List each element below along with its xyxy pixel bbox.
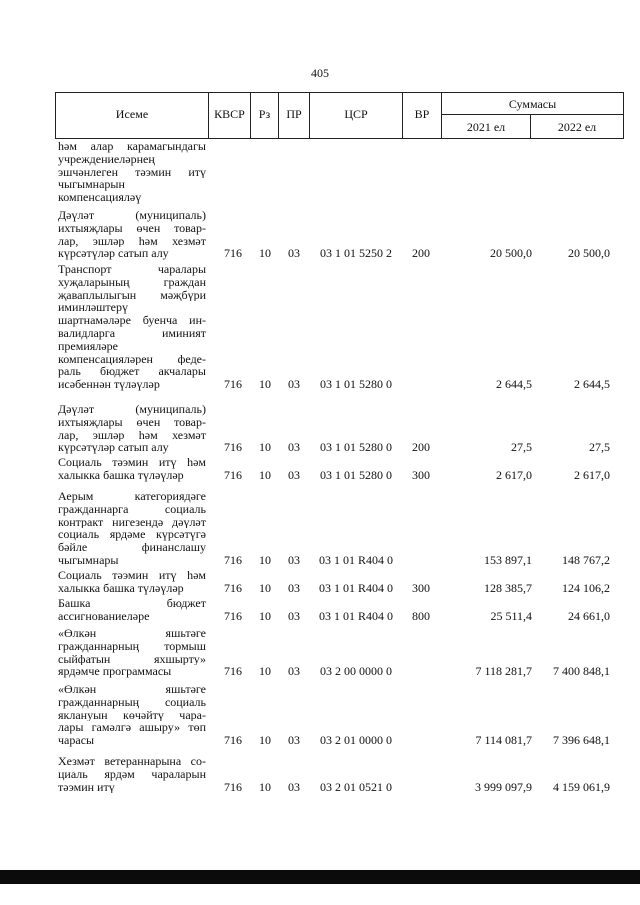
cell-sum-2021: 153 897,1 (484, 553, 532, 567)
row-name-line: сыйфатын яхшырту» (58, 652, 206, 666)
row-name (58, 569, 206, 595)
cell-kvsr: 716 (224, 467, 242, 482)
cell-pr: 03 (288, 580, 300, 595)
cell-sum-2022: 20 500,0 (568, 246, 610, 261)
cell-csr: 03 2 01 0521 0 (320, 779, 392, 794)
row-name-line: гражданнарга социаль (58, 502, 206, 516)
table-row (0, 140, 640, 204)
cell-rz: 10 (259, 608, 271, 623)
row-name-line: социаль ярдәме күрсәтүгә (58, 528, 206, 542)
cell-kvsr: 716 (224, 440, 242, 455)
row-name (58, 209, 206, 260)
cell-vr: 800 (412, 608, 430, 623)
row-name-line: Социаль тәэмин итү һәм (58, 456, 206, 469)
cell-rz: 10 (259, 733, 271, 748)
cell-pr: 03 (288, 608, 300, 623)
cell-rz: 10 (259, 467, 271, 482)
row-name-line: шартнамәләре буенча ин- (58, 314, 206, 327)
cell-rz: 10 (259, 377, 271, 392)
cell-pr: 03 (288, 440, 300, 455)
row-name-line: валидларга иминият (58, 326, 206, 340)
row-name-line: Башка бюджет (58, 597, 206, 610)
row-name-line: Хезмәт ветераннарына со- (58, 755, 206, 768)
row-name-line: ярдәмче программасы (58, 665, 172, 679)
cell-rz: 10 (259, 664, 271, 679)
cell-csr: 03 1 01 5280 0 (320, 467, 392, 482)
cell-vr: 300 (412, 580, 430, 595)
row-name-line: лары гамәлгә ашыру» төп (58, 721, 206, 735)
row-name-line: яклануын көчәйтү чара- (58, 708, 206, 722)
cell-sum-2022: 148 767,2 (562, 553, 610, 567)
row-name-line: җаваплылыгын мәҗбүри (58, 288, 206, 302)
row-name-line: чарасы (58, 734, 95, 747)
cell-pr: 03 (288, 377, 300, 392)
row-name-line: циаль ярдәм чараларын (58, 767, 206, 781)
cell-csr: 03 1 01 5280 0 (320, 377, 392, 392)
cell-rz: 10 (259, 440, 271, 455)
cell-csr: 03 2 01 0000 0 (320, 733, 392, 748)
row-name-line: Дәүләт (муниципаль) (58, 209, 206, 222)
cell-sum-2021: 20 500,0 (490, 246, 532, 261)
cell-csr: 03 1 01 5250 2 (320, 246, 392, 261)
row-name (58, 755, 206, 793)
table-row (0, 627, 640, 678)
row-name-line: тәэмин итү (58, 780, 115, 794)
header-kvsr: КВСР (214, 107, 245, 121)
row-name-line: раль бюджет акчалары (58, 365, 206, 379)
row-name-line: компенсацияләрен феде- (58, 352, 206, 366)
cell-pr: 03 (288, 553, 300, 567)
table-row (0, 755, 640, 793)
row-name-line: чыгымнары (58, 553, 119, 567)
header-csr: ЦСР (344, 107, 368, 121)
cell-kvsr: 716 (224, 779, 242, 794)
row-name-line: лар, эшләр һәм хезмәт (58, 428, 206, 442)
header-sums: Суммасы (508, 97, 557, 111)
page-number: 405 (311, 66, 329, 80)
cell-sum-2022: 24 661,0 (568, 608, 610, 623)
row-name-line: учреждениеләрнең (58, 152, 155, 166)
cell-pr: 03 (288, 467, 300, 482)
row-name (58, 456, 206, 482)
cell-csr: 03 1 01 R404 0 (318, 580, 393, 595)
cell-sum-2021: 128 385,7 (484, 580, 532, 595)
header-year-2021: 2021 ел (466, 120, 506, 134)
row-name-line: чыгымнарын (58, 178, 125, 192)
cell-sum-2021: 7 118 281,7 (475, 664, 532, 679)
cell-vr: 300 (412, 467, 430, 482)
cell-rz: 10 (259, 580, 271, 595)
cell-kvsr: 716 (224, 580, 242, 595)
row-name (58, 683, 206, 747)
table-row (0, 597, 640, 623)
cell-sum-2021: 27,5 (511, 440, 532, 455)
cell-sum-2022: 124 106,2 (562, 580, 610, 595)
cell-sum-2021: 2 617,0 (496, 467, 532, 482)
row-name (58, 140, 206, 204)
cell-csr: 03 1 01 5280 0 (320, 440, 392, 455)
row-name-line: гражданнарның тормыш (58, 639, 206, 653)
cell-vr: 200 (412, 246, 430, 261)
scan-edge-bar (0, 870, 640, 884)
cell-sum-2022: 2 617,0 (574, 467, 610, 482)
row-name-line: компенсацияләү (58, 191, 142, 204)
cell-pr: 03 (288, 779, 300, 794)
cell-kvsr: 716 (224, 608, 242, 623)
cell-rz: 10 (259, 553, 271, 567)
cell-kvsr: 716 (224, 733, 242, 748)
table-row (0, 456, 640, 482)
table-row (0, 683, 640, 747)
table-row (0, 490, 640, 567)
cell-rz: 10 (259, 246, 271, 261)
header-rz: Рз (258, 107, 271, 121)
row-name-line: халыкка башка түләүләр (58, 581, 184, 595)
row-name-line: бәйле финанслашу (58, 541, 206, 554)
header-year-2022: 2022 ел (557, 120, 597, 134)
cell-csr: 03 2 00 0000 0 (320, 664, 392, 679)
row-name-line: хуҗаларының граждан (58, 275, 206, 289)
row-name-line: лар, эшләр һәм хезмәт (58, 234, 206, 248)
row-name-line: контракт нигезендә дәүләт (58, 515, 206, 529)
row-name (58, 490, 206, 567)
cell-sum-2022: 4 159 061,9 (553, 779, 610, 794)
cell-kvsr: 716 (224, 664, 242, 679)
row-name-line: исәбеннән түләүләр (58, 378, 160, 391)
row-name (58, 263, 206, 391)
cell-kvsr: 716 (224, 377, 242, 392)
row-name-line: ассигнованиеләре (58, 609, 150, 623)
row-name-line: халыкка башка түләүләр (58, 468, 184, 482)
row-name-line: Социаль тәэмин итү һәм (58, 569, 206, 582)
cell-pr: 03 (288, 733, 300, 748)
cell-sum-2022: 2 644,5 (574, 377, 610, 392)
cell-sum-2022: 7 400 848,1 (553, 664, 610, 679)
cell-csr: 03 1 01 R404 0 (318, 608, 393, 623)
row-name-line: премияләре (58, 339, 118, 353)
cell-kvsr: 716 (224, 246, 242, 261)
row-name-line: ихтыяҗлары өчен товар- (58, 415, 206, 429)
row-name-line: иминләштерү (58, 301, 128, 315)
header-pr: ПР (286, 107, 302, 121)
cell-vr: 200 (412, 440, 430, 455)
cell-sum-2022: 27,5 (589, 440, 610, 455)
row-name-line: һәм алар карамагындагы (58, 140, 206, 153)
cell-csr: 03 1 01 R404 0 (318, 553, 393, 567)
table-row (0, 569, 640, 595)
row-name (58, 627, 206, 678)
cell-sum-2021: 2 644,5 (496, 377, 532, 392)
table-row (0, 209, 640, 260)
row-name-line: гражданнарның социаль (58, 695, 206, 709)
row-name-line: «Өлкән яшьтәге (58, 683, 206, 696)
row-name (58, 597, 206, 623)
row-name (58, 403, 206, 454)
header-vr: ВР (414, 107, 430, 121)
cell-pr: 03 (288, 246, 300, 261)
row-name-line: «Өлкән яшьтәге (58, 627, 206, 640)
cell-sum-2022: 7 396 648,1 (553, 733, 610, 748)
row-name-line: Аерым категориядәге (58, 490, 206, 503)
row-name-line: Транспорт чаралары (58, 263, 206, 276)
table-row (0, 403, 640, 454)
row-name-line: күрсәтүләр сатып алу (58, 441, 169, 455)
cell-sum-2021: 3 999 097,9 (475, 779, 532, 794)
cell-kvsr: 716 (224, 553, 242, 567)
table-row (0, 263, 640, 391)
cell-pr: 03 (288, 664, 300, 679)
cell-sum-2021: 25 511,4 (490, 608, 532, 623)
row-name-line: күрсәтүләр сатып алу (58, 247, 169, 261)
header-name: Исеме (115, 107, 149, 121)
cell-sum-2021: 7 114 081,7 (475, 733, 532, 748)
cell-rz: 10 (259, 779, 271, 794)
row-name-line: эшчәнлеген тәэмин итү (58, 165, 206, 179)
row-name-line: ихтыяҗлары өчен товар- (58, 221, 206, 235)
row-name-line: Дәүләт (муниципаль) (58, 403, 206, 416)
